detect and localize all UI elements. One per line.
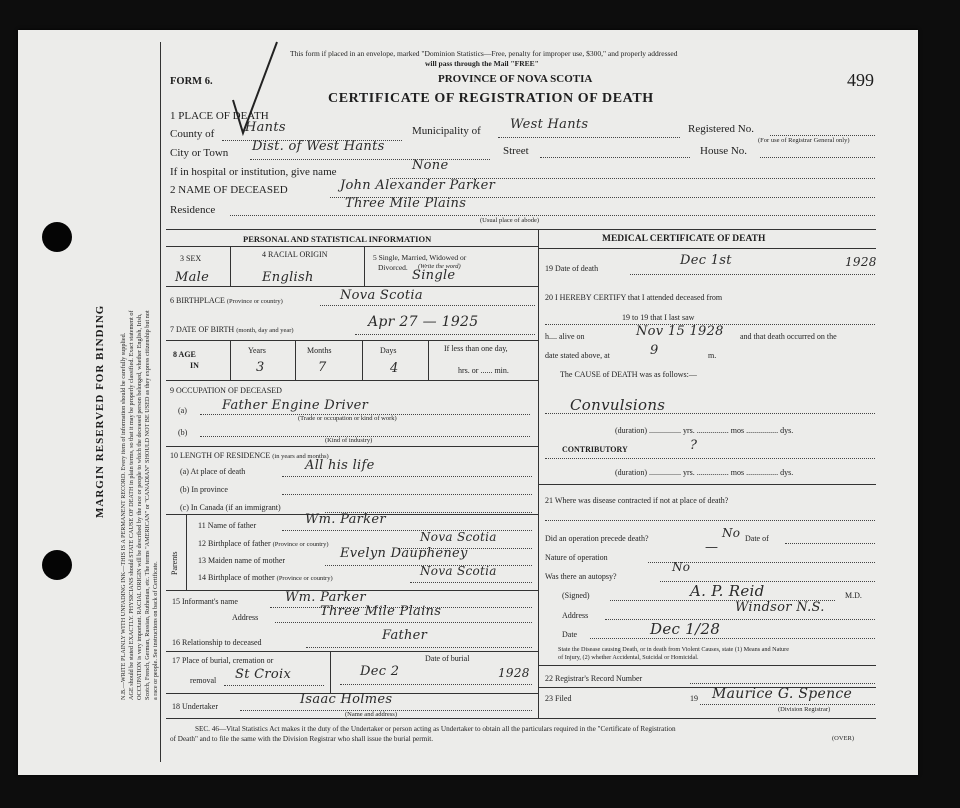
physician-address-value: Windsor N.S.: [735, 600, 825, 615]
contributory-label: CONTRIBUTORY: [562, 445, 628, 454]
place-of-death-label: 1 PLACE OF DEATH: [170, 110, 269, 122]
marital-label-2: Divorced.: [378, 263, 408, 272]
certified-date-label: Date: [562, 630, 578, 639]
trade-note: (Trade or occupation or kind of work): [298, 415, 397, 422]
personal-section-heading: PERSONAL AND STATISTICAL INFORMATION: [243, 234, 432, 244]
nature-label: Nature of operation: [545, 553, 608, 562]
filed-label: 23 Filed: [545, 694, 572, 703]
municipality-label: Municipality of: [412, 125, 481, 137]
residence-label: Residence: [170, 204, 216, 216]
hospital-label: If in hospital or institution, give name: [170, 166, 337, 178]
binding-hole-bottom: [42, 550, 72, 580]
footer-sec46-line2: of Death" and to file the same with the Division Registrar who shall issue the burial permit.: [170, 735, 434, 743]
undertaker-value: Isaac Holmes: [300, 692, 393, 707]
age-months: 7: [318, 360, 327, 375]
mother-name-label: 13 Maiden name of mother: [198, 556, 286, 565]
father-name-label: 11 Name of father: [198, 521, 257, 530]
less-than-day-label: If less than one day,: [444, 344, 508, 353]
certify-period: 19 to 19 that I last saw: [622, 313, 695, 322]
operation-value: No: [722, 526, 741, 540]
race-label: 4 RACIAL ORIGIN: [262, 250, 328, 259]
margin-instructions-2: AGE should be stated EXACTLY. PHYSICIANS should STATE CAUSE OF DEATH in plain terms, so that it may be properly classified. Exact statement of: [128, 310, 135, 700]
birthplace-label: 6 BIRTHPLACE (Province or country): [170, 296, 283, 305]
undertaker-note: (Name and address): [345, 711, 397, 718]
marital-value: Single: [412, 268, 456, 283]
marital-note: (Write the word): [418, 263, 461, 270]
autopsy-label: Was there an autopsy?: [545, 572, 617, 581]
alive-suffix: and that death occurred on the: [740, 332, 837, 341]
hrs-min-label: hrs. or ...... min.: [458, 366, 509, 375]
contributory-value: ?: [690, 438, 698, 453]
operation-date-label: Date of: [745, 534, 769, 543]
alive-on-value: Nov 15 1928: [636, 324, 724, 339]
registrar-note: (Division Registrar): [778, 706, 831, 713]
margin-instructions-5: a race or people. See instructions on back of Certificate.: [152, 561, 159, 700]
county-label: County of: [170, 128, 215, 140]
undertaker-label: 18 Undertaker: [172, 702, 218, 711]
informant-label: 15 Informant's name: [172, 597, 238, 606]
certificate-title: CERTIFICATE OF REGISTRATION OF DEATH: [328, 91, 654, 106]
footer-sec46-line1: SEC. 46—Vital Statistics Act makes it the duty of the Undertaker or person acting as Undertaker to obtain all the particulars required in the "Certificate of Registration: [195, 725, 676, 733]
margin-divider: [160, 42, 161, 762]
days-label: Days: [380, 346, 397, 355]
deceased-name-value: John Alexander Parker: [340, 178, 496, 193]
autopsy-value: No: [672, 560, 691, 574]
burial-place-value: St Croix: [235, 667, 292, 682]
informant-address-value: Three Mile Plains: [320, 604, 442, 619]
death-year-value: 1928: [845, 255, 877, 269]
mother-bp-value: Nova Scotia: [420, 564, 497, 578]
age-days: 4: [390, 361, 399, 376]
physician-address-label: Address: [562, 611, 589, 620]
age-label-1: 8 AGE: [173, 350, 196, 359]
mother-name-value: Evelyn Daupheney: [340, 546, 468, 561]
residence-a-value: All his life: [305, 458, 375, 473]
mail-notice: This form if placed in an envelope, marked "Dominion Statistics—Free, penalty for improper use, $300," and properly addressed: [290, 49, 678, 58]
registrar-signature: Maurice G. Spence: [712, 686, 853, 702]
occupation-a: (a): [178, 406, 187, 415]
occupation-trade-value: Father Engine Driver: [222, 398, 369, 413]
residence-c-label: (c) In Canada (if an immigrant): [180, 503, 281, 512]
province-heading: PROVINCE OF NOVA SCOTIA: [438, 73, 593, 85]
time-m: m.: [708, 351, 717, 360]
margin-instructions-3: OCCUPATION is very important. RACIAL ORIGIN will be described by the race or people to which the deceased person belonged, whether English, Irish,: [136, 313, 143, 700]
municipality-value: West Hants: [510, 117, 589, 132]
alive-prefix: h.... alive on: [545, 332, 585, 341]
cause-note-1: State the Disease causing Death, or in death from Violent Causes, state (1) Means and Nature: [558, 646, 789, 653]
house-no-label: House No.: [700, 145, 748, 157]
cause-value: Convulsions: [570, 396, 666, 414]
filed-year: 19: [690, 694, 698, 703]
race-value: English: [262, 270, 314, 285]
registered-note: (For use of Registrar General only): [758, 137, 850, 144]
cause-duration: (duration) ................ yrs. ................ mos ................ dys.: [615, 426, 794, 435]
hospital-value: None: [412, 158, 449, 173]
burial-date-value: Dec 2: [360, 664, 400, 679]
death-time-value: 9: [650, 343, 659, 358]
occupation-label: 9 OCCUPATION OF DECEASED: [170, 386, 282, 395]
informant-address-label: Address: [232, 613, 259, 622]
death-date-value: Dec 1st: [680, 253, 732, 268]
cause-label: The CAUSE of DEATH was as follows:—: [560, 370, 697, 379]
residence-value: Three Mile Plains: [345, 196, 467, 211]
form-number: FORM 6.: [170, 76, 213, 87]
margin-instructions-1: N.B.—WRITE PLAINLY WITH UNFADING INK—THIS IS A PERMANENT RECORD. Every item of information should be carefully supplied.: [120, 332, 127, 700]
burial-removal-label: removal: [190, 676, 217, 685]
dob-label: 7 DATE OF BIRTH (month, day and year): [170, 325, 294, 334]
abode-note: (Usual place of abode): [480, 217, 540, 224]
death-date-label: 19 Date of death: [545, 264, 599, 273]
burial-place-label: 17 Place of burial, cremation or: [172, 656, 274, 665]
margin-reserved: MARGIN RESERVED FOR BINDING: [94, 304, 106, 518]
cause-note-2: of Injury, (2) whether Accidental, Suicidal or Homicidal.: [558, 654, 699, 661]
father-bp-label: 12 Birthplace of father (Province or country): [198, 539, 329, 548]
informant-name-value: Wm. Parker: [285, 590, 366, 605]
occupation-b: (b): [178, 428, 188, 437]
sex-label: 3 SEX: [180, 254, 202, 263]
father-bp-value: Nova Scotia: [420, 530, 497, 544]
certified-date-value: Dec 1/28: [650, 620, 721, 638]
city-label: City or Town: [170, 147, 229, 159]
parents-side-label: Parents: [170, 551, 179, 575]
street-label: Street: [503, 145, 529, 157]
city-value: Dist. of West Hants: [252, 139, 385, 154]
margin-instructions-4: Scotch, French, German, Russian, Ruthenian, etc. The terms "AMERICAN" or "CANADIAN" SHOULD NOT BE USED as they express citizenship but not: [144, 310, 151, 700]
months-label: Months: [307, 346, 332, 355]
years-label: Years: [248, 346, 266, 355]
column-divider: [538, 229, 539, 718]
relationship-label: 16 Relationship to deceased: [172, 638, 262, 647]
marital-label-1: 5 Single, Married, Widowed or: [373, 253, 467, 262]
record-number-label: 22 Registrar's Record Number: [545, 674, 643, 683]
registered-no-label: Registered No.: [688, 123, 754, 135]
relationship-value: Father: [382, 628, 428, 643]
binding-hole-top: [42, 222, 72, 252]
industry-note: (Kind of industry): [325, 437, 373, 444]
signed-label: (Signed): [562, 591, 590, 600]
residence-a-label: (a) At place of death: [180, 467, 246, 476]
residence-b-label: (b) In province: [180, 485, 228, 494]
burial-year-value: 1928: [498, 666, 530, 680]
age-years: 3: [256, 360, 265, 375]
dob-value: Apr 27 — 1925: [368, 314, 479, 330]
father-name-value: Wm. Parker: [305, 512, 386, 527]
date-stated-label: date stated above, at: [545, 351, 610, 360]
age-label-2: IN: [190, 361, 199, 370]
md-label: M.D.: [845, 591, 862, 600]
burial-date-label: Date of burial: [425, 654, 470, 663]
footer-over: (OVER): [832, 735, 855, 742]
medical-section-heading: MEDICAL CERTIFICATE OF DEATH: [602, 234, 766, 244]
certify-text: 20 I HEREBY CERTIFY that I attended deceased from: [545, 293, 723, 302]
deceased-name-label: 2 NAME OF DECEASED: [170, 184, 288, 196]
contributory-duration: (duration) ................ yrs. ................ mos ................ dys.: [615, 468, 794, 477]
physician-signature: A. P. Reid: [690, 582, 765, 600]
operation-label: Did an operation precede death?: [545, 534, 649, 543]
residence-length-label: 10 LENGTH OF RESIDENCE (in years and months): [170, 451, 329, 460]
mail-notice-2: will pass through the Mail "FREE": [425, 59, 539, 68]
county-value: Hants: [245, 120, 286, 135]
nature-value: —: [705, 540, 719, 555]
certificate-number: 499: [847, 70, 874, 90]
mother-bp-label: 14 Birthplace of mother (Province or country): [198, 573, 333, 582]
sex-value: Male: [175, 270, 210, 285]
birthplace-value: Nova Scotia: [340, 288, 423, 303]
q21-label: 21 Where was disease contracted if not at place of death?: [545, 496, 729, 505]
